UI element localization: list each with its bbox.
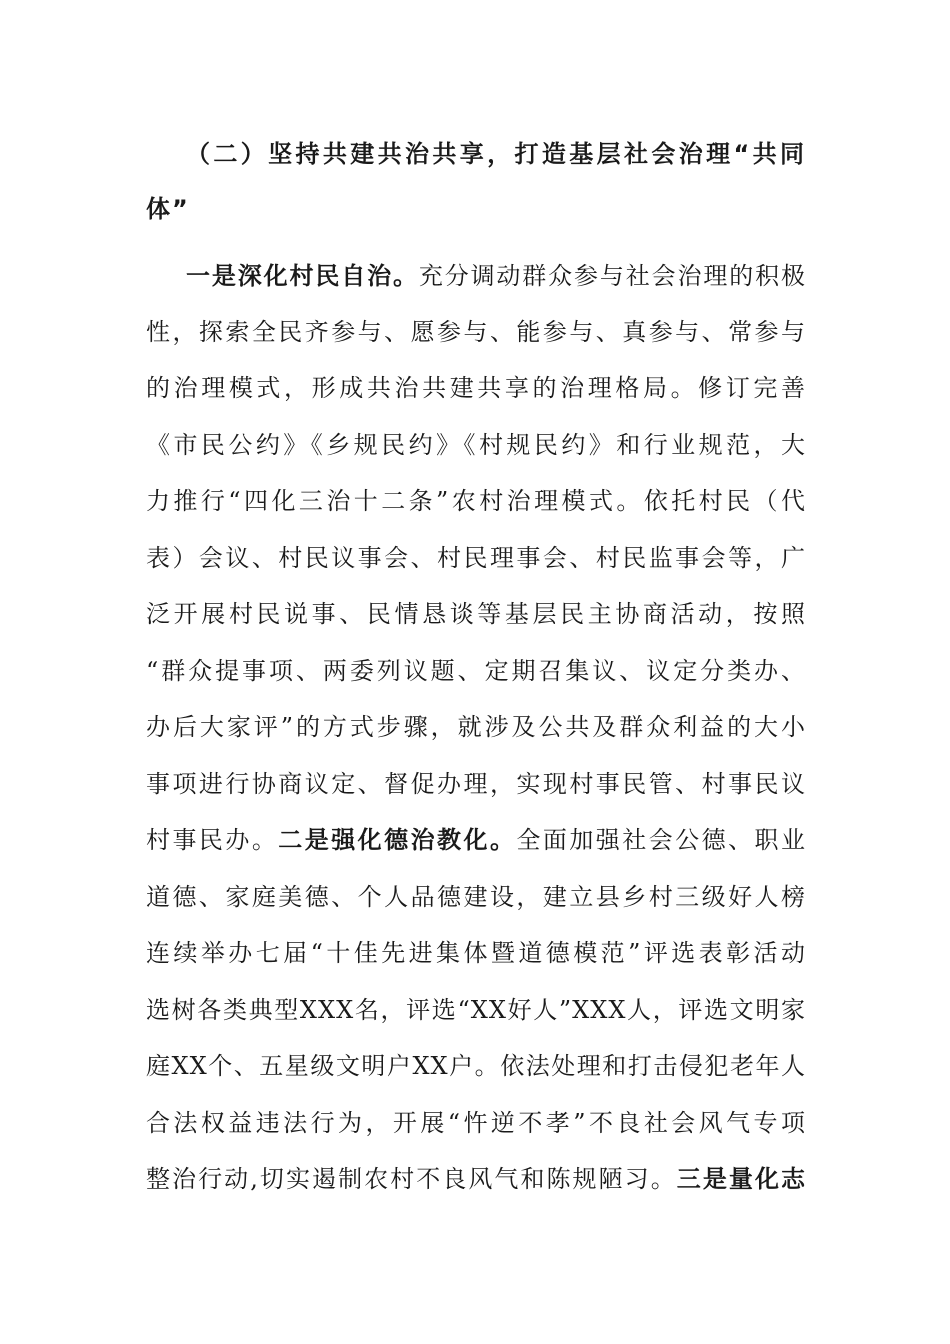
paragraph-line-3: 的治理模式，形成共治共建共享的治理格局。修订完善 [146, 374, 806, 402]
paragraph-line-9: 办后大家评”的方式步骤，就涉及公共及群众利益的大小 [146, 713, 806, 741]
paragraph-line-17-text: 整治行动,切实遏制农村不良风气和陈规陋习。 [146, 1165, 677, 1193]
paragraph-line-16: 合法权益违法行为，开展“忤逆不孝”不良社会风气专项 [146, 1109, 806, 1137]
section-heading-line-2: 体” [146, 195, 190, 223]
point-one-title: 一是深化村民自治。 [186, 262, 419, 290]
paragraph-line-10: 事项进行协商议定、督促办理，实现村事民管、村事民议 [146, 770, 806, 798]
point-two-title: 二是强化德治教化。 [278, 826, 517, 854]
paragraph-line-15: 庭XX个、五星级文明户XX户。依法处理和打击侵犯老年人 [146, 1052, 806, 1080]
paragraph-line-1-text: 充分调动群众参与社会治理的积极 [418, 262, 807, 290]
paragraph-line-6: 表）会议、村民议事会、村民理事会、村民监事会等，广 [146, 544, 806, 572]
paragraph-line-5: 力推行“四化三治十二条”农村治理模式。依托村民（代 [146, 487, 806, 515]
paragraph-line-4: 《市民公约》《乡规民约》《村规民约》和行业规范，大 [146, 431, 806, 459]
paragraph-line-7: 泛开展村民说事、民情恳谈等基层民主协商活动，按照 [146, 600, 806, 628]
section-heading-line-1: （二）坚持共建共治共享，打造基层社会治理“共同 [186, 140, 806, 168]
paragraph-line-8: “群众提事项、两委列议题、定期召集议、议定分类办、 [146, 657, 806, 685]
paragraph-line-14: 选树各类典型XXX名，评选“XX好人”XXX人，评选文明家 [146, 996, 806, 1024]
paragraph-line-17 [146, 1163, 806, 1195]
point-three-title: 三是量化志 [676, 1165, 806, 1193]
paragraph-line-11-start: 村事民办。 [146, 826, 279, 854]
paragraph-line-2: 性，探索全民齐参与、愿参与、能参与、真参与、常参与 [146, 318, 806, 346]
paragraph-line-13: 连续举办七届“十佳先进集体暨道德模范”评选表彰活动 [146, 939, 806, 967]
paragraph-line-11 [146, 824, 806, 856]
paragraph-line-11-text: 全面加强社会公德、职业 [516, 826, 807, 854]
paragraph-line-1 [186, 260, 806, 292]
paragraph-line-12: 道德、家庭美德、个人品德建设，建立县乡村三级好人榜 [146, 883, 806, 911]
